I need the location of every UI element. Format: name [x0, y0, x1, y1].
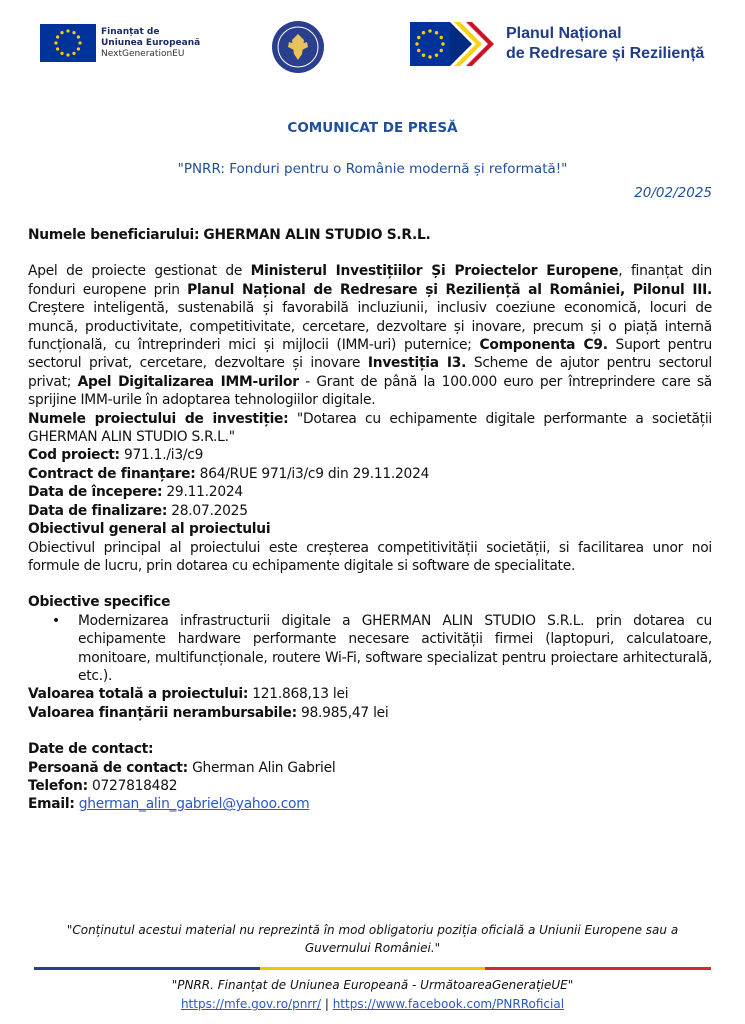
start-date-value: 29.11.2024 [162, 484, 243, 501]
footer-links [0, 997, 745, 1011]
general-objective-text: Obiectivul principal al proiectului este creșterea competitivității societății, si facilitarea unor noi formule de lucru, prin dotarea cu echipamente digitale si software de specialitate. [28, 539, 712, 574]
mfe-pnrr-link[interactable]: https://mfe.gov.ro/pnrr/ [180, 997, 321, 1011]
eu-flag-icon [40, 24, 96, 62]
eu-logo-line3: NextGenerationEU [101, 48, 185, 59]
pnrr-logo [410, 18, 704, 70]
eu-funding-logo [40, 24, 200, 62]
project-name-line [28, 410, 712, 447]
intro-paragraph [28, 262, 712, 409]
contact-phone-label: Telefon: [28, 777, 88, 794]
document-subtitle: "PNRR: Fonduri pentru o Românie modernă și reformată!" [177, 161, 568, 177]
intro-text-3: Creștere inteligentă, sustenabilă și favorabilă incluziunii, inclusiv coeziune economică, locuri de muncă, productivitate, competitivitate, cercetare, dezvoltare și inovare, precum și o piață internă funcțională, cu întreprinderi mici și mijlocii (IMM-uri) puternice; [28, 300, 712, 354]
intro-bold-plan: Planul Național de Redresare și Reziliență al României, Pilonul III. [187, 281, 712, 298]
contact-email-line [28, 795, 712, 813]
pnrr-logo-line2: de Redresare și Reziliență [506, 45, 705, 62]
pnrr-logo-line1: Planul Național [506, 25, 622, 42]
total-value-value: 121.868,13 lei [248, 686, 349, 703]
intro-text-1: Apel de proiecte gestionat de [28, 263, 251, 280]
pnrr-flag-icon [410, 18, 498, 70]
project-name-label: Numele proiectului de investiție: [28, 410, 289, 427]
intro-text-5: Scheme de ajutor pentru sectorul privat; [28, 355, 712, 390]
end-date-label: Data de finalizare: [28, 502, 168, 519]
document-title: COMUNICAT DE PRESĂ [287, 120, 458, 136]
project-code-value: 971.1./i3/c9 [119, 447, 204, 464]
general-objective-heading [28, 520, 712, 538]
contact-person-line [28, 759, 712, 777]
intro-text-6: - Grant de până la 100.000 euro per întreprindere care să sprijine IMM-urile în adoptarea tehnologiilor digitale. [28, 373, 712, 409]
contract-line [28, 465, 712, 483]
footer-tagline: "PNRR. Finanțat de Uniunea Europeană - UrmătoareaGenerațieUE" [171, 978, 574, 992]
intro-bold-component: Componenta C9. [479, 337, 608, 354]
grant-value-label: Valoarea finanțării nerambursabile: [28, 704, 297, 721]
contact-person-value: Gherman Alin Gabriel [187, 759, 336, 776]
intro-bold-investment: Investiția I3. [367, 355, 467, 372]
intro-text-4: Suport pentru sectorul privat, cercetare, dezvoltare și inovare [28, 337, 712, 372]
project-code-line [28, 446, 712, 464]
bullet-icon: • [52, 612, 60, 629]
eu-logo-line2: Uniunea Europeană [101, 37, 201, 48]
end-date-line [28, 502, 712, 520]
contact-phone-line [28, 777, 712, 795]
intro-bold-ministry: Ministerul Investițiilor Și Proiectelor Europene [250, 263, 619, 280]
specific-objective-1: Modernizarea infrastructurii digitale a GHERMAN ALIN STUDIO S.R.L. prin dotarea cu echipamente hardware performante necesare activității firmei (laptopuri, calculatoare, monitoare, multifuncționale, routere Wi-Fi, software specializat pentru proiectare arhitecturală, etc.). [78, 612, 712, 684]
government-seal-logo [271, 20, 325, 74]
contact-person-label: Persoană de contact: [28, 759, 188, 776]
beneficiary-value: GHERMAN ALIN STUDIO S.R.L. [203, 227, 431, 243]
contact-heading [28, 740, 712, 758]
start-date-label: Data de începere: [28, 484, 163, 501]
grant-value-line [28, 704, 712, 722]
contact-phone-value: 0727818482 [87, 777, 178, 794]
document-body [28, 226, 712, 814]
list-item [52, 612, 712, 686]
tricolor-divider [34, 967, 711, 970]
disclaimer-text: "Conținutul acestui material nu reprezintă în mod obligatoriu poziția oficială a Uniunii Europene sau a Guvernului României." [66, 923, 679, 955]
specific-objectives-heading [28, 593, 712, 611]
document-date: 20/02/2025 [634, 185, 712, 201]
intro-text-2: , finanțat din fonduri europene prin [28, 263, 712, 298]
project-code-label: Cod proiect: [28, 447, 120, 464]
facebook-pnrr-link[interactable]: https://www.facebook.com/PNRRoficial [332, 997, 565, 1011]
project-name-value: "Dotarea cu echipamente digitale performante a societății GHERMAN ALIN STUDIO S.R.L." [28, 410, 712, 446]
end-date-value: 28.07.2025 [167, 502, 248, 519]
eu-logo-line1: Finanțat de [101, 26, 160, 37]
contact-email-label: Email: [28, 796, 75, 813]
specific-objectives-heading-text: Obiective specifice [28, 594, 171, 611]
total-value-line [28, 685, 712, 703]
general-objective-heading-text: Obiectivul general al proiectului [28, 521, 271, 538]
intro-bold-call: Apel Digitalizarea IMM-urilor [77, 373, 299, 390]
contract-label: Contract de finanțare: [28, 465, 196, 482]
contact-heading-text: Date de contact: [28, 741, 154, 758]
grant-value-value: 98.985,47 lei [296, 704, 389, 721]
beneficiary-label: Numele beneficiarului: [28, 227, 200, 243]
start-date-line [28, 483, 712, 501]
contract-value: 864/RUE 971/i3/c9 din 29.11.2024 [195, 465, 430, 482]
footer-link-separator: | [324, 997, 329, 1011]
total-value-label: Valoarea totală a proiectului: [28, 686, 249, 703]
beneficiary-line [28, 226, 712, 244]
contact-email-link[interactable]: gherman_alin_gabriel@yahoo.com [78, 796, 310, 813]
